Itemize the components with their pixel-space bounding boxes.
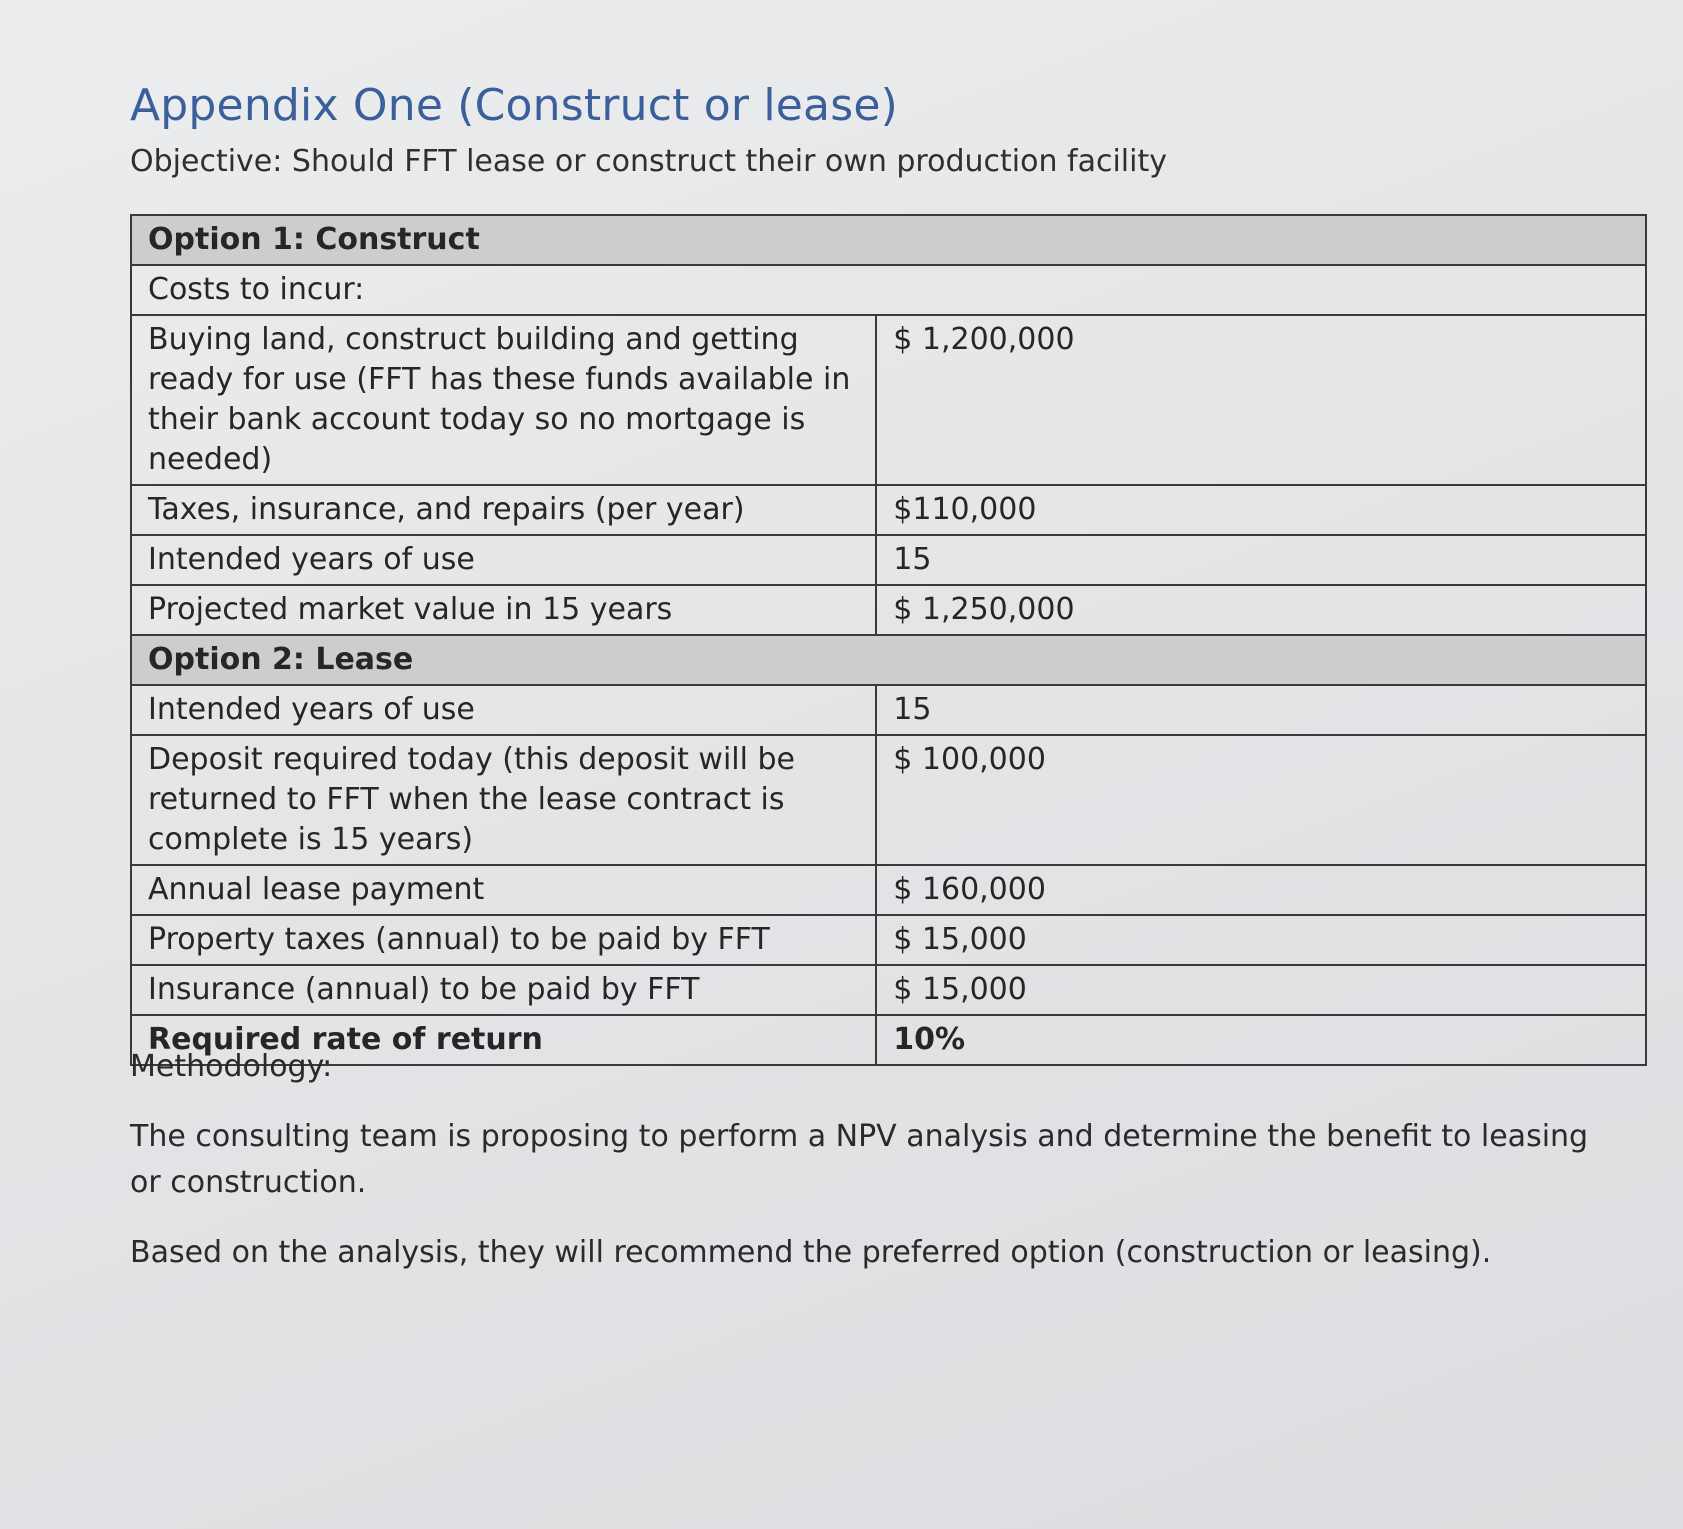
comparison-table (130, 214, 1647, 1066)
methodology-heading: Methodology: (130, 1049, 333, 1084)
row-value: $ 1,250,000 (876, 585, 1646, 635)
option2-header: Option 2: Lease (131, 635, 1646, 685)
table-row (131, 685, 1646, 735)
methodology-paragraph: The consulting team is proposing to perform a NPV analysis and determine the benefit to leasing or construction. (130, 1119, 1589, 1200)
table-section-header (131, 215, 1646, 265)
row-label: Intended years of use (131, 685, 876, 735)
row-label: Deposit required today (this deposit will be returned to FFT when the lease contract is complete is 15 years) (131, 735, 876, 865)
table-row (131, 865, 1646, 915)
row-value: $ 15,000 (876, 965, 1646, 1015)
row-value: $ 15,000 (876, 915, 1646, 965)
table-row (131, 585, 1646, 635)
methodology-section (130, 1044, 1610, 1300)
row-label: Buying land, construct building and getting ready for use (FFT has these funds available in their bank account today so no mortgage is needed) (131, 315, 876, 485)
rate-label: Required rate of return (131, 1015, 876, 1065)
table-row (131, 485, 1646, 535)
table-section-header (131, 635, 1646, 685)
table-row (131, 535, 1646, 585)
row-label: Intended years of use (131, 535, 876, 585)
row-label: Annual lease payment (131, 865, 876, 915)
row-value: $ 160,000 (876, 865, 1646, 915)
objective-text: Objective: Should FFT lease or construct their own production facility (130, 144, 1167, 179)
table-row (131, 315, 1646, 485)
page-title: Appendix One (Construct or lease) (130, 80, 898, 131)
costs-header: Costs to incur: (131, 265, 1646, 315)
row-label: Property taxes (annual) to be paid by FFT (131, 915, 876, 965)
row-value: 15 (876, 535, 1646, 585)
table-row (131, 915, 1646, 965)
document-page (130, 78, 1650, 1270)
table-row (131, 265, 1646, 315)
table-row (131, 965, 1646, 1015)
table-row (131, 735, 1646, 865)
rate-value: 10% (876, 1015, 1646, 1065)
methodology-paragraph: Based on the analysis, they will recommend the preferred option (construction or leasing). (130, 1235, 1492, 1270)
row-label: Taxes, insurance, and repairs (per year) (131, 485, 876, 535)
row-value: $110,000 (876, 485, 1646, 535)
row-label: Projected market value in 15 years (131, 585, 876, 635)
row-value: $ 1,200,000 (876, 315, 1646, 485)
row-value: 15 (876, 685, 1646, 735)
row-value: $ 100,000 (876, 735, 1646, 865)
row-label: Insurance (annual) to be paid by FFT (131, 965, 876, 1015)
option1-header: Option 1: Construct (131, 215, 1646, 265)
